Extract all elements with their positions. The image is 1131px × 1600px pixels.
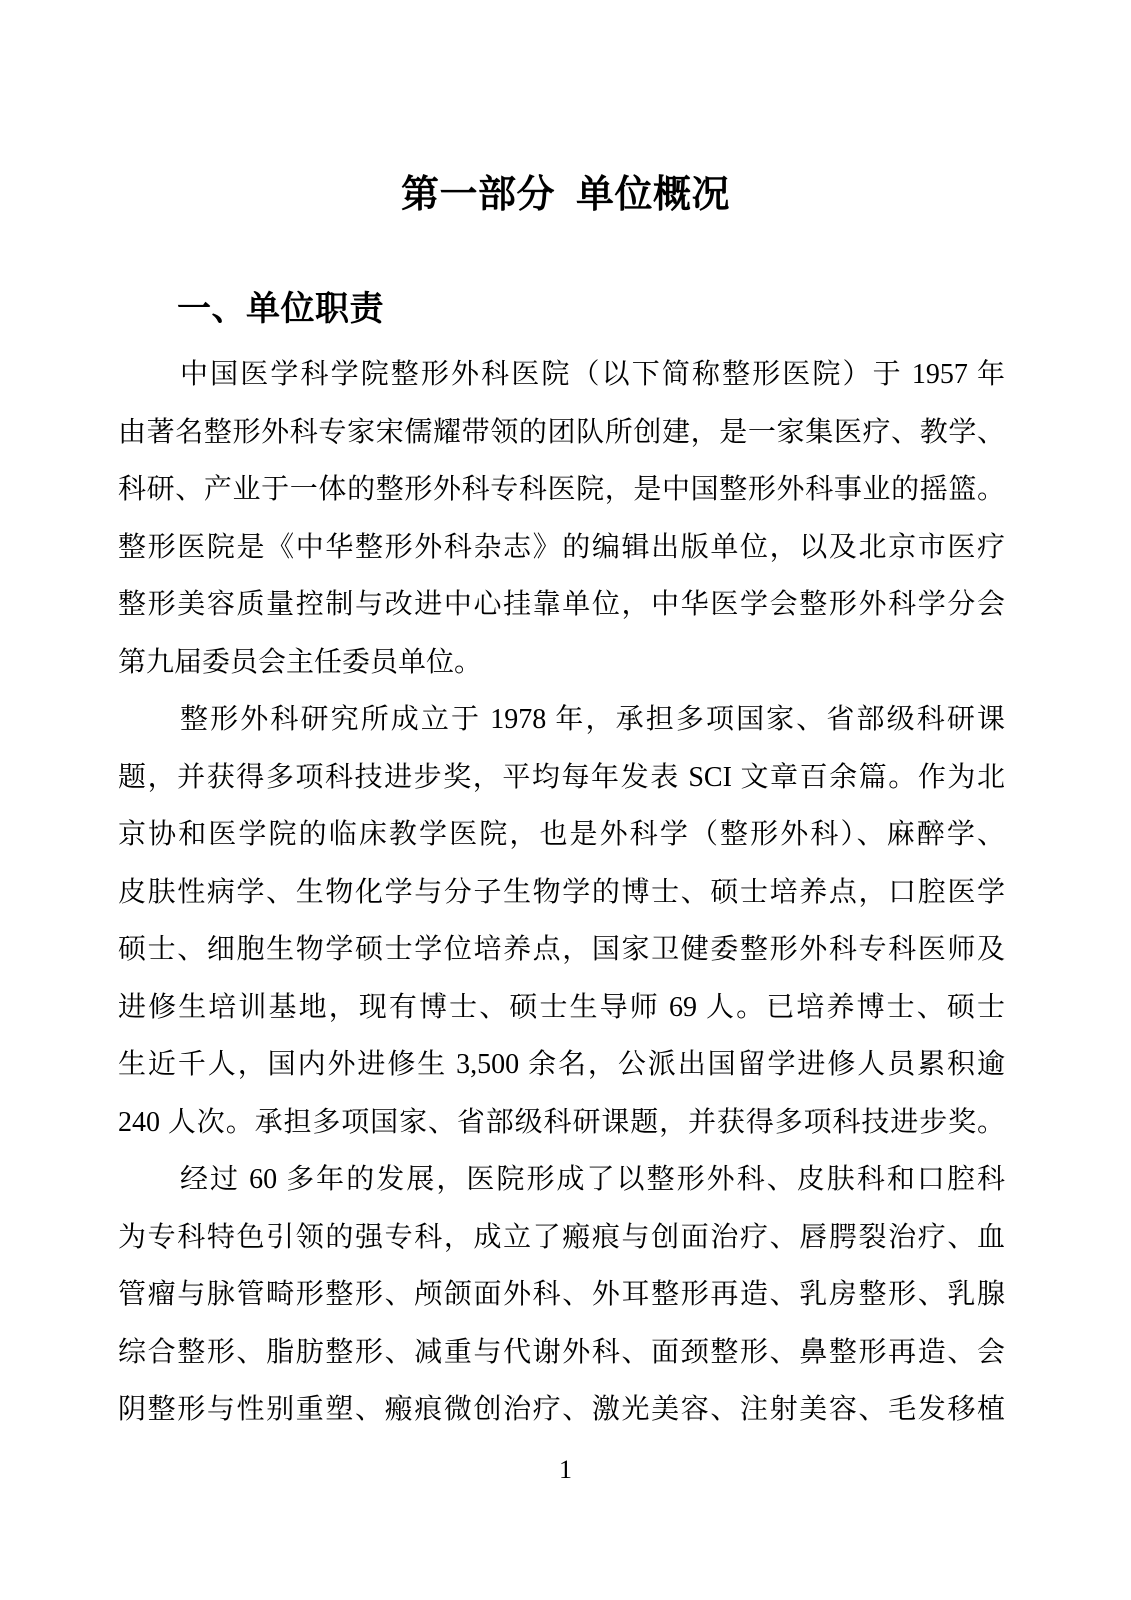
paragraph-3-line-1: 经过 60 多年的发展，医院形成了以整形外科、皮肤科和口腔科	[180, 1164, 1005, 1195]
document-title: 第一部分 单位概况	[400, 174, 731, 216]
paragraph-3-line-4: 综合整形、脂肪整形、减重与代谢外科、面颈整形、鼻整形再造、会	[118, 1336, 1005, 1368]
paragraph-3-line-5: 阴整形与性别重塑、瘢痕微创治疗、激光美容、注射美容、毛发移植	[118, 1394, 1005, 1425]
paragraph-1-line-5: 整形美容质量控制与改进中心挂靠单位，中华医学会整形外科学分会	[118, 589, 1005, 620]
paragraph-2-line-6: 进修生培训基地，现有博士、硕士生导师 69 人。已培养博士、硕士	[118, 991, 1005, 1023]
body-text	[118, 346, 1005, 1439]
paragraph-3-line-3: 管瘤与脉管畸形整形、颅颌面外科、外耳整形再造、乳房整形、乳腺	[118, 1279, 1005, 1310]
section-heading: 一、单位职责	[177, 290, 384, 328]
paragraph-1-line-4: 整形医院是《中华整形外科杂志》的编辑出版单位，以及北京市医疗	[118, 531, 1005, 563]
paragraph-2-line-3: 京协和医学院的临床教学医院，也是外科学（整形外科）、麻醉学、	[118, 819, 1005, 850]
paragraph-2-line-7: 生近千人，国内外进修生 3,500 余名，公派出国留学进修人员累积逾	[118, 1049, 1005, 1080]
paragraph-1-line-1: 中国医学科学院整形外科医院（以下简称整形医院）于 1957 年	[180, 359, 1005, 390]
paragraph-2-line-5: 硕士、细胞生物学硕士学位培养点，国家卫健委整形外科专科医师及	[118, 934, 1005, 965]
paragraph-1-line-2: 由著名整形外科专家宋儒耀带领的团队所创建，是一家集医疗、教学、	[118, 416, 1005, 448]
paragraph-3-line-2: 为专科特色引领的强专科，成立了瘢痕与创面治疗、唇腭裂治疗、血	[118, 1221, 1005, 1253]
paragraph-1-line-3: 科研、产业于一体的整形外科专科医院，是中国整形外科事业的摇篮。	[118, 474, 1005, 505]
paragraph-2-line-4: 皮肤性病学、生物化学与分子生物学的博士、硕士培养点，口腔医学	[118, 876, 1005, 908]
paragraph-2-line-2: 题，并获得多项科技进步奖，平均每年发表 SCI 文章百余篇。作为北	[118, 761, 1005, 793]
paragraph-2-line-1: 整形外科研究所成立于 1978 年，承担多项国家、省部级科研课	[180, 704, 1005, 735]
paragraph-1-line-6: 第九届委员会主任委员单位。	[118, 646, 483, 678]
paragraph-2-line-8: 240 人次。承担多项国家、省部级科研课题，并获得多项科技进步奖。	[118, 1106, 1005, 1138]
page-number: 1	[559, 1454, 572, 1484]
